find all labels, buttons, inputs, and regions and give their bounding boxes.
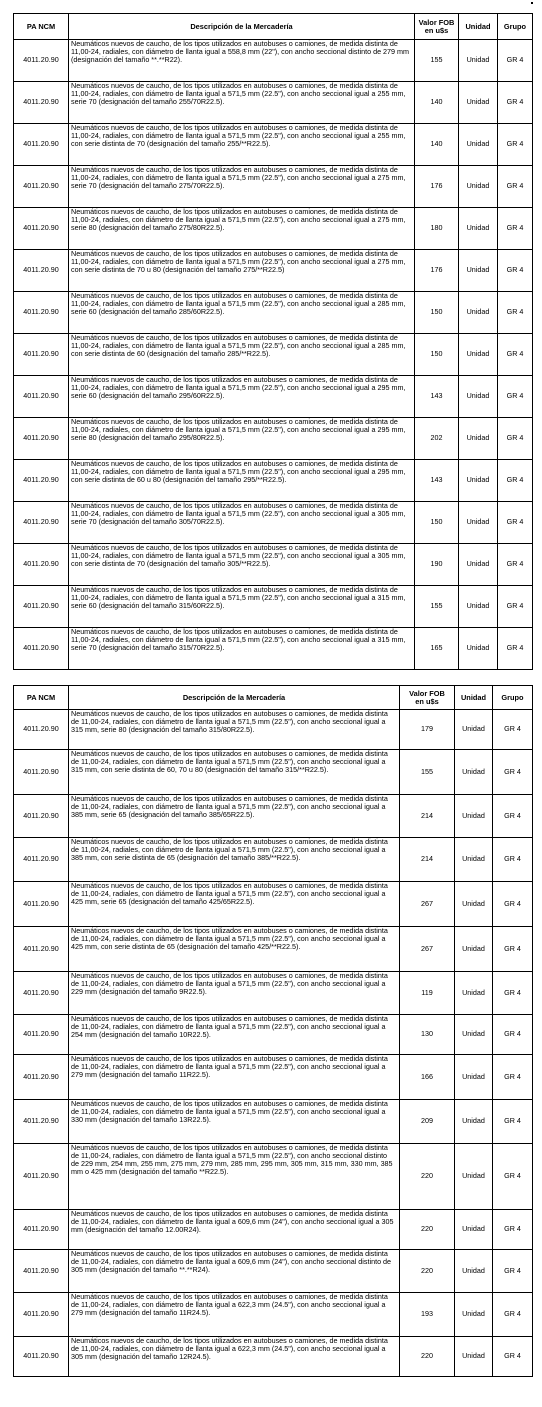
- grupo-cell: GR 4: [493, 838, 533, 882]
- grupo-cell: GR 4: [498, 544, 533, 586]
- descripcion-cell: Neumáticos nuevos de caucho, de los tipos utilizados en autobuses o camiones, de medida distinta de 11,00-24, radiales, con diámetro de llanta igual a 609,6 mm (24"), con ancho seccional igual a 305 mm (designación del tamaño 12.00R24).: [69, 1210, 400, 1250]
- pa-ncm-cell: 4011.20.90: [14, 1100, 69, 1144]
- ncm-table-2: [13, 685, 533, 1377]
- pa-ncm-cell: 4011.20.90: [14, 1210, 69, 1250]
- unidad-cell: Unidad: [459, 166, 498, 208]
- pa-ncm-cell: 4011.20.90: [14, 124, 69, 166]
- table-row: [14, 376, 533, 418]
- valor-fob-cell: 143: [415, 376, 459, 418]
- header-unidad: Unidad: [455, 686, 493, 710]
- grupo-cell: GR 4: [493, 1055, 533, 1100]
- descripcion-cell: Neumáticos nuevos de caucho, de los tipos utilizados en autobuses o camiones, de medida distinta de 11,00-24, radiales, con diámetro de llanta igual a 571,5 mm (22.5"), con ancho seccional igual a 315 mm, con serie distinta de 60, 70 u 80 (designación del tamaño 315/**R22.5).: [69, 750, 400, 795]
- unidad-cell: Unidad: [455, 972, 493, 1015]
- valor-fob-cell: 119: [400, 972, 455, 1015]
- grupo-cell: GR 4: [498, 82, 533, 124]
- table-row: [14, 628, 533, 670]
- pa-ncm-cell: 4011.20.90: [14, 1144, 69, 1210]
- pa-ncm-cell: 4011.20.90: [14, 795, 69, 838]
- unidad-cell: Unidad: [459, 82, 498, 124]
- pa-ncm-cell: 4011.20.90: [14, 710, 69, 750]
- table-row: [14, 586, 533, 628]
- valor-fob-cell: 220: [400, 1210, 455, 1250]
- table-row: [14, 1337, 533, 1377]
- descripcion-cell: Neumáticos nuevos de caucho, de los tipos utilizados en autobuses o camiones, de medida distinta de 11,00-24, radiales, con diámetro de llanta igual a 571,5 mm (22.5"), con ancho seccional igual a 425 mm, con serie distinta de 65 (designación del tamaño 425/**R22.5).: [69, 927, 400, 972]
- descripcion-cell: Neumáticos nuevos de caucho, de los tipos utilizados en autobuses o camiones, de medida distinta de 11,00-24, radiales, con diámetro de llanta igual a 571,5 mm (22.5"), con ancho seccional igual a 315 mm, serie 70 (designación del tamaño 315/70R22.5).: [69, 628, 415, 670]
- grupo-cell: GR 4: [498, 208, 533, 250]
- grupo-cell: GR 4: [493, 1293, 533, 1337]
- grupo-cell: GR 4: [498, 124, 533, 166]
- grupo-cell: GR 4: [493, 750, 533, 795]
- header-unidad: Unidad: [459, 14, 498, 40]
- descripcion-cell: Neumáticos nuevos de caucho, de los tipos utilizados en autobuses o camiones, de medida distinta de 11,00-24, radiales, con diámetro de llanta igual a 571,5 mm (22.5"), con ancho seccional igual a 305 mm, con serie distinta de 70 (designación del tamaño 305/**R22.5).: [69, 544, 415, 586]
- descripcion-cell: Neumáticos nuevos de caucho, de los tipos utilizados en autobuses o camiones, de medida distinta de 11,00-24, radiales, con diámetro de llanta igual a 558,8 mm (22"), con ancho seccional distinto de 279 mm (designación del tamaño **.**R22).: [69, 40, 415, 82]
- pa-ncm-cell: 4011.20.90: [14, 972, 69, 1015]
- unidad-cell: Unidad: [455, 710, 493, 750]
- unidad-cell: Unidad: [459, 586, 498, 628]
- header-grupo: Grupo: [493, 686, 533, 710]
- pa-ncm-cell: 4011.20.90: [14, 1250, 69, 1293]
- descripcion-cell: Neumáticos nuevos de caucho, de los tipos utilizados en autobuses o camiones, de medida distinta de 11,00-24, radiales, con diámetro de llanta igual a 571,5 mm (22.5"), con ancho seccional igual a 275 mm, serie 80 (designación del tamaño 275/80R22.5).: [69, 208, 415, 250]
- pa-ncm-cell: 4011.20.90: [14, 166, 69, 208]
- header-pa-ncm: PA NCM: [14, 686, 69, 710]
- unidad-cell: Unidad: [459, 628, 498, 670]
- unidad-cell: Unidad: [455, 1293, 493, 1337]
- unidad-cell: Unidad: [455, 927, 493, 972]
- pa-ncm-cell: 4011.20.90: [14, 882, 69, 927]
- pa-ncm-cell: 4011.20.90: [14, 1055, 69, 1100]
- valor-fob-cell: 214: [400, 838, 455, 882]
- grupo-cell: GR 4: [498, 376, 533, 418]
- unidad-cell: Unidad: [459, 376, 498, 418]
- grupo-cell: GR 4: [493, 1210, 533, 1250]
- grupo-cell: GR 4: [498, 334, 533, 376]
- descripcion-cell: Neumáticos nuevos de caucho, de los tipos utilizados en autobuses o camiones, de medida distinta de 11,00-24, radiales, con diámetro de llanta igual a 622,3 mm (24.5"), con ancho seccional igual a 279 mm (designación del tamaño 11R24.5).: [69, 1293, 400, 1337]
- unidad-cell: Unidad: [459, 250, 498, 292]
- header-valor-fob-line1: Valor FOB: [409, 688, 445, 698]
- header-descripcion: Descripción de la Mercadería: [69, 686, 400, 710]
- pa-ncm-cell: 4011.20.90: [14, 1337, 69, 1377]
- table-row: [14, 124, 533, 166]
- unidad-cell: Unidad: [455, 1144, 493, 1210]
- descripcion-cell: Neumáticos nuevos de caucho, de los tipos utilizados en autobuses o camiones, de medida distinta de 11,00-24, radiales, con diámetro de llanta igual a 571,5 mm (22.5"), con ancho seccional igual a 255 mm, con serie distinta de 70 (designación del tamaño 255/**R22.5).: [69, 124, 415, 166]
- grupo-cell: GR 4: [498, 292, 533, 334]
- valor-fob-cell: 155: [400, 750, 455, 795]
- pa-ncm-cell: 4011.20.90: [14, 586, 69, 628]
- table-row: [14, 292, 533, 334]
- descripcion-cell: Neumáticos nuevos de caucho, de los tipos utilizados en autobuses o camiones, de medida distinta de 11,00-24, radiales, con diámetro de llanta igual a 571,5 mm (22.5"), con ancho seccional igual a 295 mm, con serie distinta de 60 u 80 (designación del tamaño 295/**R22.5).: [69, 460, 415, 502]
- descripcion-cell: Neumáticos nuevos de caucho, de los tipos utilizados en autobuses o camiones, de medida distinta de 11,00-24, radiales, con diámetro de llanta igual a 571,5 mm (22.5"), con ancho seccional igual a 275 mm, serie 70 (designación del tamaño 275/70R22.5).: [69, 166, 415, 208]
- pa-ncm-cell: 4011.20.90: [14, 502, 69, 544]
- pa-ncm-cell: 4011.20.90: [14, 208, 69, 250]
- table-row: [14, 418, 533, 460]
- table-row: [14, 838, 533, 882]
- table-row: [14, 40, 533, 82]
- grupo-cell: GR 4: [493, 927, 533, 972]
- descripcion-cell: Neumáticos nuevos de caucho, de los tipos utilizados en autobuses o camiones, de medida distinta de 11,00-24, radiales, con diámetro de llanta igual a 571,5 mm (22.5"), con ancho seccional igual a 315 mm, serie 80 (designación del tamaño 315/80R22.5).: [69, 710, 400, 750]
- grupo-cell: GR 4: [498, 418, 533, 460]
- unidad-cell: Unidad: [455, 750, 493, 795]
- unidad-cell: Unidad: [455, 1337, 493, 1377]
- unidad-cell: Unidad: [459, 418, 498, 460]
- valor-fob-cell: 202: [415, 418, 459, 460]
- unidad-cell: Unidad: [455, 838, 493, 882]
- pa-ncm-cell: 4011.20.90: [14, 1015, 69, 1055]
- table-row: [14, 1055, 533, 1100]
- unidad-cell: Unidad: [455, 882, 493, 927]
- unidad-cell: Unidad: [459, 208, 498, 250]
- pa-ncm-cell: 4011.20.90: [14, 82, 69, 124]
- unidad-cell: Unidad: [455, 795, 493, 838]
- grupo-cell: GR 4: [498, 40, 533, 82]
- pa-ncm-cell: 4011.20.90: [14, 838, 69, 882]
- valor-fob-cell: 180: [415, 208, 459, 250]
- ncm-table-1: [13, 13, 533, 670]
- unidad-cell: Unidad: [455, 1015, 493, 1055]
- table-row: [14, 972, 533, 1015]
- grupo-cell: GR 4: [493, 882, 533, 927]
- valor-fob-cell: 150: [415, 502, 459, 544]
- header-valor-fob: [415, 14, 459, 40]
- descripcion-cell: Neumáticos nuevos de caucho, de los tipos utilizados en autobuses o camiones, de medida distinta de 11,00-24, radiales, con diámetro de llanta igual a 571,5 mm (22.5"), con ancho seccional igual a 229 mm (designación del tamaño 9R22.5).: [69, 972, 400, 1015]
- valor-fob-cell: 176: [415, 166, 459, 208]
- table-row: [14, 795, 533, 838]
- descripcion-cell: Neumáticos nuevos de caucho, de los tipos utilizados en autobuses o camiones, de medida distinta de 11,00-24, radiales, con diámetro de llanta igual a 571,5 mm (22.5"), con ancho seccional igual a 305 mm, serie 70 (designación del tamaño 305/70R22.5).: [69, 502, 415, 544]
- descripcion-cell: Neumáticos nuevos de caucho, de los tipos utilizados en autobuses o camiones, de medida distinta de 11,00-24, radiales, con diámetro de llanta igual a 571,5 mm (22.5"), con ancho seccional igual a 255 mm, serie 70 (designación del tamaño 255/70R22.5).: [69, 82, 415, 124]
- pa-ncm-cell: 4011.20.90: [14, 418, 69, 460]
- valor-fob-cell: 150: [415, 292, 459, 334]
- pa-ncm-cell: 4011.20.90: [14, 927, 69, 972]
- table-header-row: [14, 686, 533, 710]
- pa-ncm-cell: 4011.20.90: [14, 376, 69, 418]
- valor-fob-cell: 214: [400, 795, 455, 838]
- grupo-cell: GR 4: [493, 1015, 533, 1055]
- descripcion-cell: Neumáticos nuevos de caucho, de los tipos utilizados en autobuses o camiones, de medida distinta de 11,00-24, radiales, con diámetro de llanta igual a 571,5 mm (22.5"), con ancho seccional igual a 279 mm (designación del tamaño 11R22.5).: [69, 1055, 400, 1100]
- grupo-cell: GR 4: [493, 972, 533, 1015]
- pa-ncm-cell: 4011.20.90: [14, 544, 69, 586]
- valor-fob-cell: 267: [400, 882, 455, 927]
- grupo-cell: GR 4: [498, 502, 533, 544]
- pa-ncm-cell: 4011.20.90: [14, 250, 69, 292]
- pa-ncm-cell: 4011.20.90: [14, 334, 69, 376]
- header-valor-fob: [400, 686, 455, 710]
- table-row: [14, 750, 533, 795]
- pa-ncm-cell: 4011.20.90: [14, 750, 69, 795]
- descripcion-cell: Neumáticos nuevos de caucho, de los tipos utilizados en autobuses o camiones, de medida distinta de 11,00-24, radiales, con diámetro de llanta igual a 571,5 mm (22.5"), con ancho seccional igual a 275 mm, con serie distinta de 70 u 80 (designación del tamaño 275/**R22.5): [69, 250, 415, 292]
- table-row: [14, 710, 533, 750]
- valor-fob-cell: 220: [400, 1337, 455, 1377]
- valor-fob-cell: 220: [400, 1250, 455, 1293]
- grupo-cell: GR 4: [493, 1337, 533, 1377]
- descripcion-cell: Neumáticos nuevos de caucho, de los tipos utilizados en autobuses o camiones, de medida distinta de 11,00-24, radiales, con diámetro de llanta igual a 571,5 mm (22.5"), con ancho seccional igual a 295 mm, serie 80 (designación del tamaño 295/80R22.5).: [69, 418, 415, 460]
- descripcion-cell: Neumáticos nuevos de caucho, de los tipos utilizados en autobuses o camiones, de medida distinta de 11,00-24, radiales, con diámetro de llanta igual a 571,5 mm (22.5"), con ancho seccional igual a 330 mm (designación del tamaño 13R22.5).: [69, 1100, 400, 1144]
- descripcion-cell: Neumáticos nuevos de caucho, de los tipos utilizados en autobuses o camiones, de medida distinta de 11,00-24, radiales, con diámetro de llanta igual a 571,5 mm (22.5"), con ancho seccional igual a 315 mm, serie 60 (designación del tamaño 315/60R22.5).: [69, 586, 415, 628]
- valor-fob-cell: 166: [400, 1055, 455, 1100]
- table-row: [14, 882, 533, 927]
- valor-fob-cell: 140: [415, 124, 459, 166]
- table-row: [14, 82, 533, 124]
- pa-ncm-cell: 4011.20.90: [14, 40, 69, 82]
- table-row: [14, 927, 533, 972]
- descripcion-cell: Neumáticos nuevos de caucho, de los tipos utilizados en autobuses o camiones, de medida distinta de 11,00-24, radiales, con diámetro de llanta igual a 571,5 mm (22.5"), con ancho seccional igual a 385 mm, con serie distinta de 65 (designación del tamaño 385/**R22.5).: [69, 838, 400, 882]
- grupo-cell: GR 4: [498, 460, 533, 502]
- header-valor-fob-line2: en u$s: [424, 25, 449, 35]
- corner-mark: [531, 2, 533, 4]
- table-body: [14, 710, 533, 1377]
- valor-fob-cell: 140: [415, 82, 459, 124]
- descripcion-cell: Neumáticos nuevos de caucho, de los tipos utilizados en autobuses o camiones, de medida distinta de 11,00-24, radiales, con diámetro de llanta igual a 571,5 mm (22.5"), con ancho seccional igual a 254 mm (designación del tamaño 10R22.5).: [69, 1015, 400, 1055]
- valor-fob-cell: 165: [415, 628, 459, 670]
- grupo-cell: GR 4: [498, 166, 533, 208]
- unidad-cell: Unidad: [459, 544, 498, 586]
- header-pa-ncm: PA NCM: [14, 14, 69, 40]
- table-row: [14, 1250, 533, 1293]
- unidad-cell: Unidad: [459, 460, 498, 502]
- table-row: [14, 502, 533, 544]
- unidad-cell: Unidad: [459, 40, 498, 82]
- table-row: [14, 1100, 533, 1144]
- valor-fob-cell: 176: [415, 250, 459, 292]
- grupo-cell: GR 4: [498, 628, 533, 670]
- descripcion-cell: Neumáticos nuevos de caucho, de los tipos utilizados en autobuses o camiones, de medida distinta de 11,00-24, radiales, con diámetro de llanta igual a 571,5 mm (22.5"), con ancho seccional igual a 295 mm, serie 60 (designación del tamaño 295/60R22.5).: [69, 376, 415, 418]
- valor-fob-cell: 155: [415, 586, 459, 628]
- valor-fob-cell: 267: [400, 927, 455, 972]
- grupo-cell: GR 4: [493, 1250, 533, 1293]
- pa-ncm-cell: 4011.20.90: [14, 628, 69, 670]
- unidad-cell: Unidad: [455, 1210, 493, 1250]
- valor-fob-cell: 209: [400, 1100, 455, 1144]
- table-header-row: [14, 14, 533, 40]
- valor-fob-cell: 179: [400, 710, 455, 750]
- unidad-cell: Unidad: [455, 1250, 493, 1293]
- valor-fob-cell: 220: [400, 1144, 455, 1210]
- valor-fob-cell: 150: [415, 334, 459, 376]
- table-row: [14, 334, 533, 376]
- grupo-cell: GR 4: [493, 795, 533, 838]
- grupo-cell: GR 4: [498, 586, 533, 628]
- unidad-cell: Unidad: [459, 292, 498, 334]
- grupo-cell: GR 4: [493, 1100, 533, 1144]
- valor-fob-cell: 155: [415, 40, 459, 82]
- header-grupo: Grupo: [498, 14, 533, 40]
- header-descripcion: Descripción de la Mercadería: [69, 14, 415, 40]
- descripcion-cell: Neumáticos nuevos de caucho, de los tipos utilizados en autobuses o camiones, de medida distinta de 11,00-24, radiales, con diámetro de llanta igual a 571,5 mm (22.5"), con ancho seccional igual a 385 mm, serie 65 (designación del tamaño 385/65R22.5).: [69, 795, 400, 838]
- pa-ncm-cell: 4011.20.90: [14, 1293, 69, 1337]
- unidad-cell: Unidad: [459, 502, 498, 544]
- table-row: [14, 1293, 533, 1337]
- descripcion-cell: Neumáticos nuevos de caucho, de los tipos utilizados en autobuses o camiones, de medida distinta de 11,00-24, radiales, con diámetro de llanta igual a 571,5 mm (22.5"), con ancho seccional igual a 285 mm, serie 60 (designación del tamaño 285/60R22.5).: [69, 292, 415, 334]
- table-row: [14, 544, 533, 586]
- valor-fob-cell: 190: [415, 544, 459, 586]
- pa-ncm-cell: 4011.20.90: [14, 292, 69, 334]
- pa-ncm-cell: 4011.20.90: [14, 460, 69, 502]
- descripcion-cell: Neumáticos nuevos de caucho, de los tipos utilizados en autobuses o camiones, de medida distinta de 11,00-24, radiales, con diámetro de llanta igual a 571,5 mm (22.5"), con ancho seccional distinto de 229 mm, 254 mm, 255 mm, 275 mm, 279 mm, 285 mm, 295 mm, 305 mm, 315 mm, 330 mm, 385 mm o 425 mm (designación del tamaño **R22.5).: [69, 1144, 400, 1210]
- table-row: [14, 166, 533, 208]
- descripcion-cell: Neumáticos nuevos de caucho, de los tipos utilizados en autobuses o camiones, de medida distinta de 11,00-24, radiales, con diámetro de llanta igual a 571,5 mm (22.5"), con ancho seccional igual a 425 mm, serie 65 (designación del tamaño 425/65R22.5).: [69, 882, 400, 927]
- valor-fob-cell: 130: [400, 1015, 455, 1055]
- table-row: [14, 1210, 533, 1250]
- valor-fob-cell: 193: [400, 1293, 455, 1337]
- unidad-cell: Unidad: [455, 1100, 493, 1144]
- table-row: [14, 208, 533, 250]
- descripcion-cell: Neumáticos nuevos de caucho, de los tipos utilizados en autobuses o camiones, de medida distinta de 11,00-24, radiales, con diámetro de llanta igual a 622,3 mm (24.5"), con ancho seccional igual a 305 mm (designación del tamaño 12R24.5).: [69, 1337, 400, 1377]
- valor-fob-cell: 143: [415, 460, 459, 502]
- descripcion-cell: Neumáticos nuevos de caucho, de los tipos utilizados en autobuses o camiones, de medida distinta de 11,00-24, radiales, con diámetro de llanta igual a 609,6 mm (24"), con ancho seccional distinto de 305 mm (designación del tamaño **.**R24).: [69, 1250, 400, 1293]
- unidad-cell: Unidad: [459, 334, 498, 376]
- table-row: [14, 1144, 533, 1210]
- grupo-cell: GR 4: [498, 250, 533, 292]
- grupo-cell: GR 4: [493, 710, 533, 750]
- header-valor-fob-line1: Valor FOB: [418, 17, 455, 27]
- unidad-cell: Unidad: [455, 1055, 493, 1100]
- descripcion-cell: Neumáticos nuevos de caucho, de los tipos utilizados en autobuses o camiones, de medida distinta de 11,00-24, radiales, con diámetro de llanta igual a 571,5 mm (22.5"), con ancho seccional igual a 285 mm, con serie distinta de 60 (designación del tamaño 285/**R22.5).: [69, 334, 415, 376]
- table-row: [14, 250, 533, 292]
- header-valor-fob-line2: en u$s: [415, 696, 439, 706]
- table-body: [14, 40, 533, 670]
- unidad-cell: Unidad: [459, 124, 498, 166]
- table-row: [14, 1015, 533, 1055]
- table-row: [14, 460, 533, 502]
- grupo-cell: GR 4: [493, 1144, 533, 1210]
